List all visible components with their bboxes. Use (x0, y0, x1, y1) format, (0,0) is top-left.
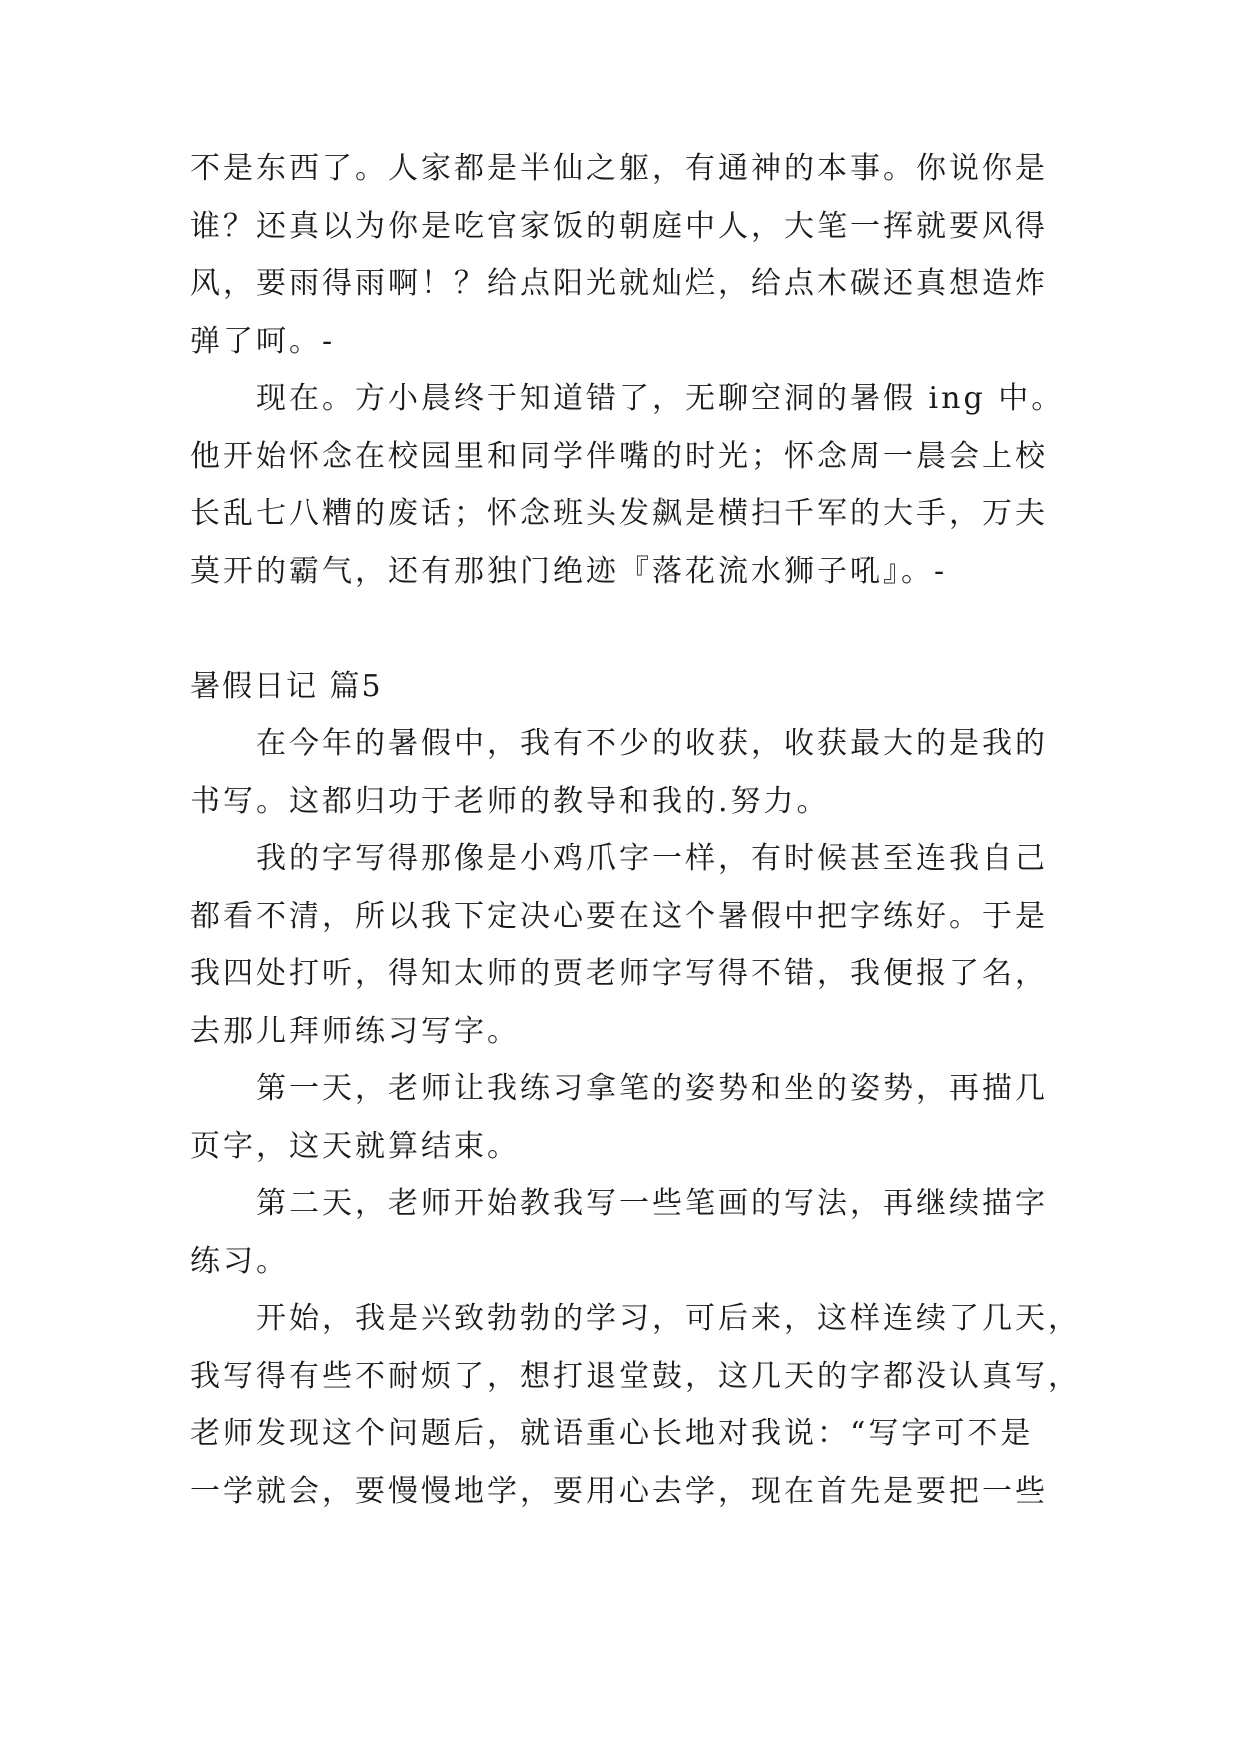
document-body (190, 140, 1081, 1520)
paragraph-line: 风，要雨得雨啊！？给点阳光就灿烂，给点木碳还真想造炸 (190, 266, 1048, 301)
paragraph-line: 开始，我是兴致勃勃的学习，可后来，这样连续了几天， (256, 1301, 1081, 1336)
paragraph (190, 830, 1065, 1060)
paragraph-line: 弹了呵。- (190, 323, 336, 359)
section-spacer (190, 600, 1065, 658)
paragraph-line: 我四处打听，得知太师的贾老师字写得不错，我便报了名， (190, 956, 1048, 991)
paragraph-line: 我的字写得那像是小鸡爪字一样，有时候甚至连我自己 (256, 841, 1048, 876)
paragraph-line: 页字，这天就算结束。 (190, 1128, 520, 1164)
paragraph-line: 不是东西了。人家都是半仙之躯，有通神的本事。你说你是 (190, 151, 1048, 186)
paragraph (190, 1175, 1065, 1290)
paragraph (190, 715, 1065, 830)
paragraph-line: 谁？还真以为你是吃官家饭的朝庭中人，大笔一挥就要风得 (190, 208, 1048, 244)
paragraph-line: 他开始怀念在校园里和同学伴嘴的时光；怀念周一晨会上校 (190, 438, 1048, 474)
paragraph-line: 练习。 (190, 1243, 289, 1279)
paragraph-line: 我写得有些不耐烦了，想打退堂鼓，这几天的字都没认真写， (190, 1358, 1081, 1394)
section-title: 暑假日记 篇5 (190, 668, 383, 704)
paragraph-line: 在今年的暑假中，我有不少的收获，收获最大的是我的 (256, 726, 1048, 761)
paragraph (190, 1290, 1081, 1520)
paragraph-line: 去那儿拜师练习写字。 (190, 1013, 520, 1049)
paragraph (190, 370, 1065, 600)
paragraph-line: 第二天，老师开始教我写一些笔画的写法，再继续描字 (256, 1186, 1048, 1221)
paragraph-line: 现在。方小晨终于知道错了，无聊空洞的暑假 ing 中。 (256, 381, 1065, 416)
paragraph-line: 第一天，老师让我练习拿笔的姿势和坐的姿势，再描几 (256, 1071, 1048, 1106)
paragraph (190, 140, 1065, 370)
paragraph-line: 老师发现这个问题后，就语重心长地对我说：“写字可不是 (190, 1416, 1034, 1451)
paragraph-line: 都看不清，所以我下定决心要在这个暑假中把字练好。于是 (190, 898, 1048, 934)
paragraph (190, 1060, 1065, 1175)
paragraph-line: 长乱七八糟的废话；怀念班头发飙是横扫千军的大手，万夫 (190, 496, 1048, 531)
paragraph-line: 一学就会，要慢慢地学，要用心去学，现在首先是要把一些 (190, 1473, 1048, 1509)
paragraph-line: 莫开的霸气，还有那独门绝迹『落花流水狮子吼』。- (190, 553, 948, 589)
paragraph-line: 书写。这都归功于老师的教导和我的.努力。 (190, 783, 830, 819)
